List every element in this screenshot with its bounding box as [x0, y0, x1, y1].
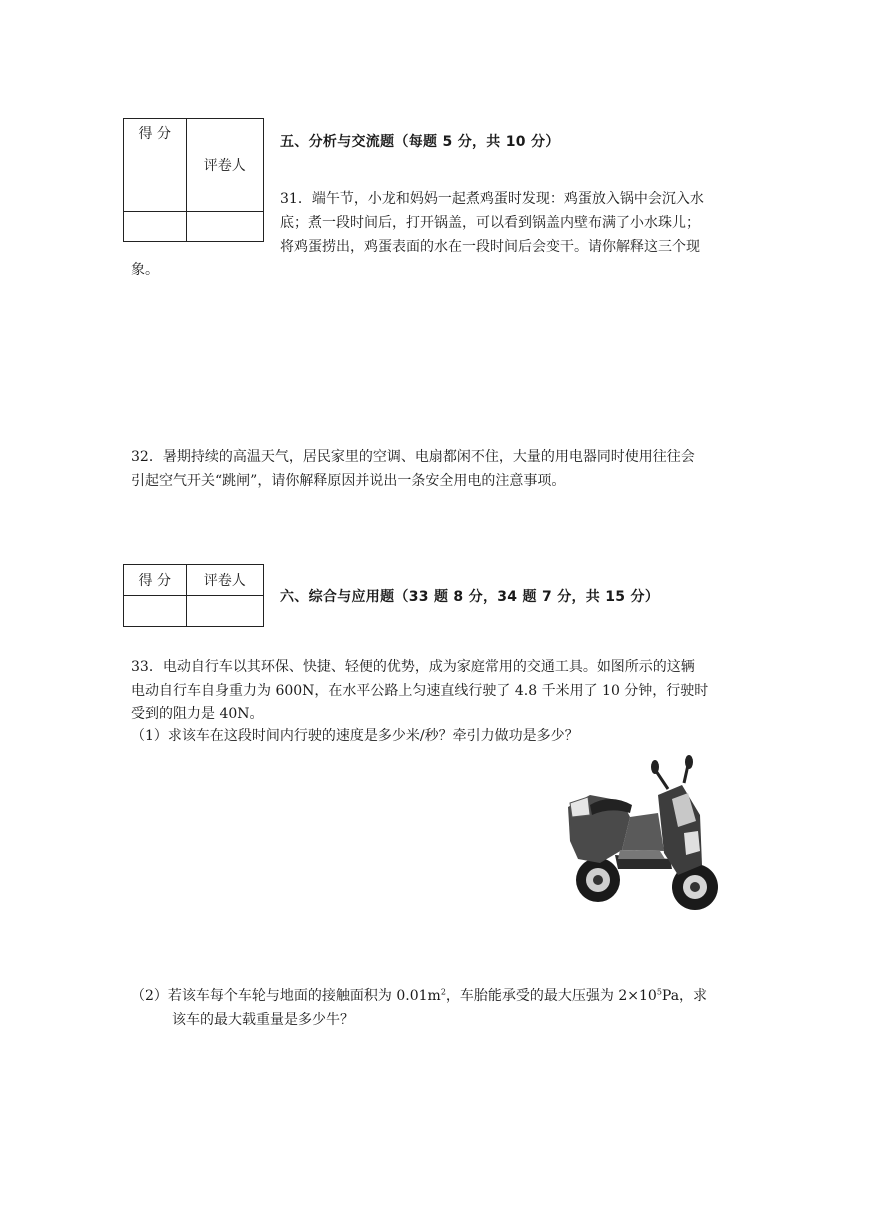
grader-label: 评卷人	[203, 573, 246, 589]
q33-line-3: 受到的阻力是 40N。	[131, 706, 264, 722]
q32-line-2: 引起空气开关“跳闸”，请你解释原因并说出一条安全用电的注意事项。	[131, 473, 566, 489]
q33-part2-line-2: 该车的最大载重量是多少牛？	[172, 1012, 354, 1028]
q33-part2-text-a: （2）若该车每个车轮与地面的接触面积为 0.01m	[131, 988, 441, 1004]
score-cell	[124, 565, 187, 596]
section5-heading: 五、分析与交流题（每题 5 分，共 10 分）	[280, 134, 560, 150]
score-table-section5	[123, 118, 264, 242]
q33-part2-sup-area: 2	[440, 987, 446, 997]
score-label: 得 分	[138, 573, 171, 589]
q31-line-1: 31．端午节，小龙和妈妈一起煮鸡蛋时发现：鸡蛋放入锅中会沉入水	[280, 191, 704, 207]
q33-line-2: 电动自行车自身重力为 600N，在水平公路上匀速直线行驶了 4.8 千米用了 10 分钟，行驶时	[131, 683, 709, 699]
grader-label: 评卷人	[203, 158, 246, 174]
q32-line-1: 32．暑期持续的高温天气，居民家里的空调、电扇都闲不住，大量的用电器同时使用往往会	[131, 449, 695, 465]
q33-part2-text-b: ，车胎能承受的最大压强为 2×10	[445, 988, 657, 1004]
q31-line-3: 将鸡蛋捞出，鸡蛋表面的水在一段时间后会变干。请你解释这三个现	[280, 239, 700, 255]
score-label: 得 分	[138, 126, 171, 142]
q33-part2-line-1	[131, 985, 707, 1007]
q33-line-1: 33．电动自行车以其环保、快捷、轻便的优势，成为家庭常用的交通工具。如图所示的这辆	[131, 659, 695, 675]
score-value-cell[interactable]	[124, 212, 187, 242]
grader-cell	[186, 565, 263, 596]
q31-line-2: 底；煮一段时间后，打开锅盖，可以看到锅盖内壁布满了小水珠儿；	[280, 215, 700, 231]
grader-value-cell[interactable]	[186, 596, 263, 627]
q33-part2-text-c: Pa，求	[661, 988, 708, 1004]
score-value-cell[interactable]	[124, 596, 187, 627]
electric-scooter-image	[560, 755, 722, 917]
q33-part2-sup-pressure: 5	[656, 987, 662, 997]
grader-cell	[186, 119, 263, 212]
score-cell	[124, 119, 187, 212]
grader-value-cell[interactable]	[186, 212, 263, 242]
section6-heading: 六、综合与应用题（33 题 8 分，34 题 7 分，共 15 分）	[280, 589, 660, 605]
q33-part1: （1）求该车在这段时间内行驶的速度是多少米/秒？牵引力做功是多少？	[131, 728, 579, 744]
q31-line-4: 象。	[131, 262, 159, 278]
score-table-section6	[123, 564, 264, 627]
